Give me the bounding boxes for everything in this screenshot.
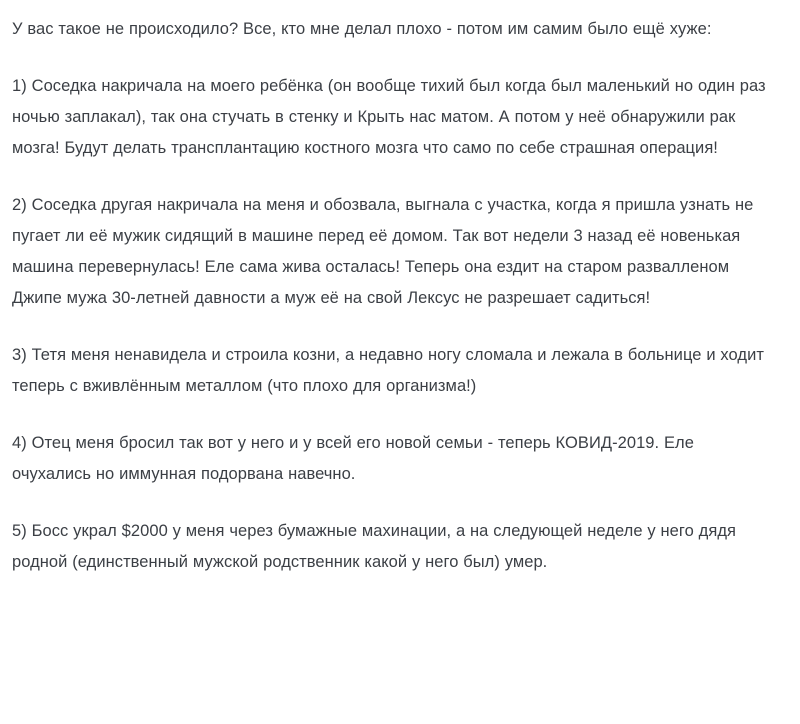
paragraph-item-4: 4) Отец меня бросил так вот у него и у всей его новой семьи - теперь КОВИД-2019. Еле очухались но иммунная подорвана навечно. — [12, 434, 694, 483]
paragraph-item-2: 2) Соседка другая накричала на меня и обозвала, выгнала с участка, когда я пришла узнать не пугает ли её мужик сидящий в машине перед её домом. Так вот недели 3 назад её новенькая машина перевернулась! Еле сама жива осталась! Теперь она ездит на старом развалленом Джипе мужа 30-летней давности а муж её на свой Лексус не разрешает садиться! — [12, 196, 754, 307]
paragraph-item-3: 3) Тетя меня ненавидела и строила козни, а недавно ногу сломала и лежала в больнице и ходит теперь с вживлённым металлом (что плохо для организма!) — [12, 346, 764, 395]
paragraph-intro: У вас такое не происходило? Все, кто мне делал плохо - потом им самим было ещё хуже: — [12, 20, 712, 38]
paragraph-item-5: 5) Босс украл $2000 у меня через бумажные махинации, а на следующей неделе у него дядя родной (единственный мужской родственник какой у него был) умер. — [12, 522, 736, 571]
paragraph-item-1: 1) Соседка накричала на моего ребёнка (он вообще тихий был когда был маленький но один раз ночью заплакал), так она стучать в стенку и Крыть нас матом. А потом у неё обнаружили рак мозга! Будут делать трансплантацию костного мозга что само по себе страшная операция! — [12, 77, 766, 157]
